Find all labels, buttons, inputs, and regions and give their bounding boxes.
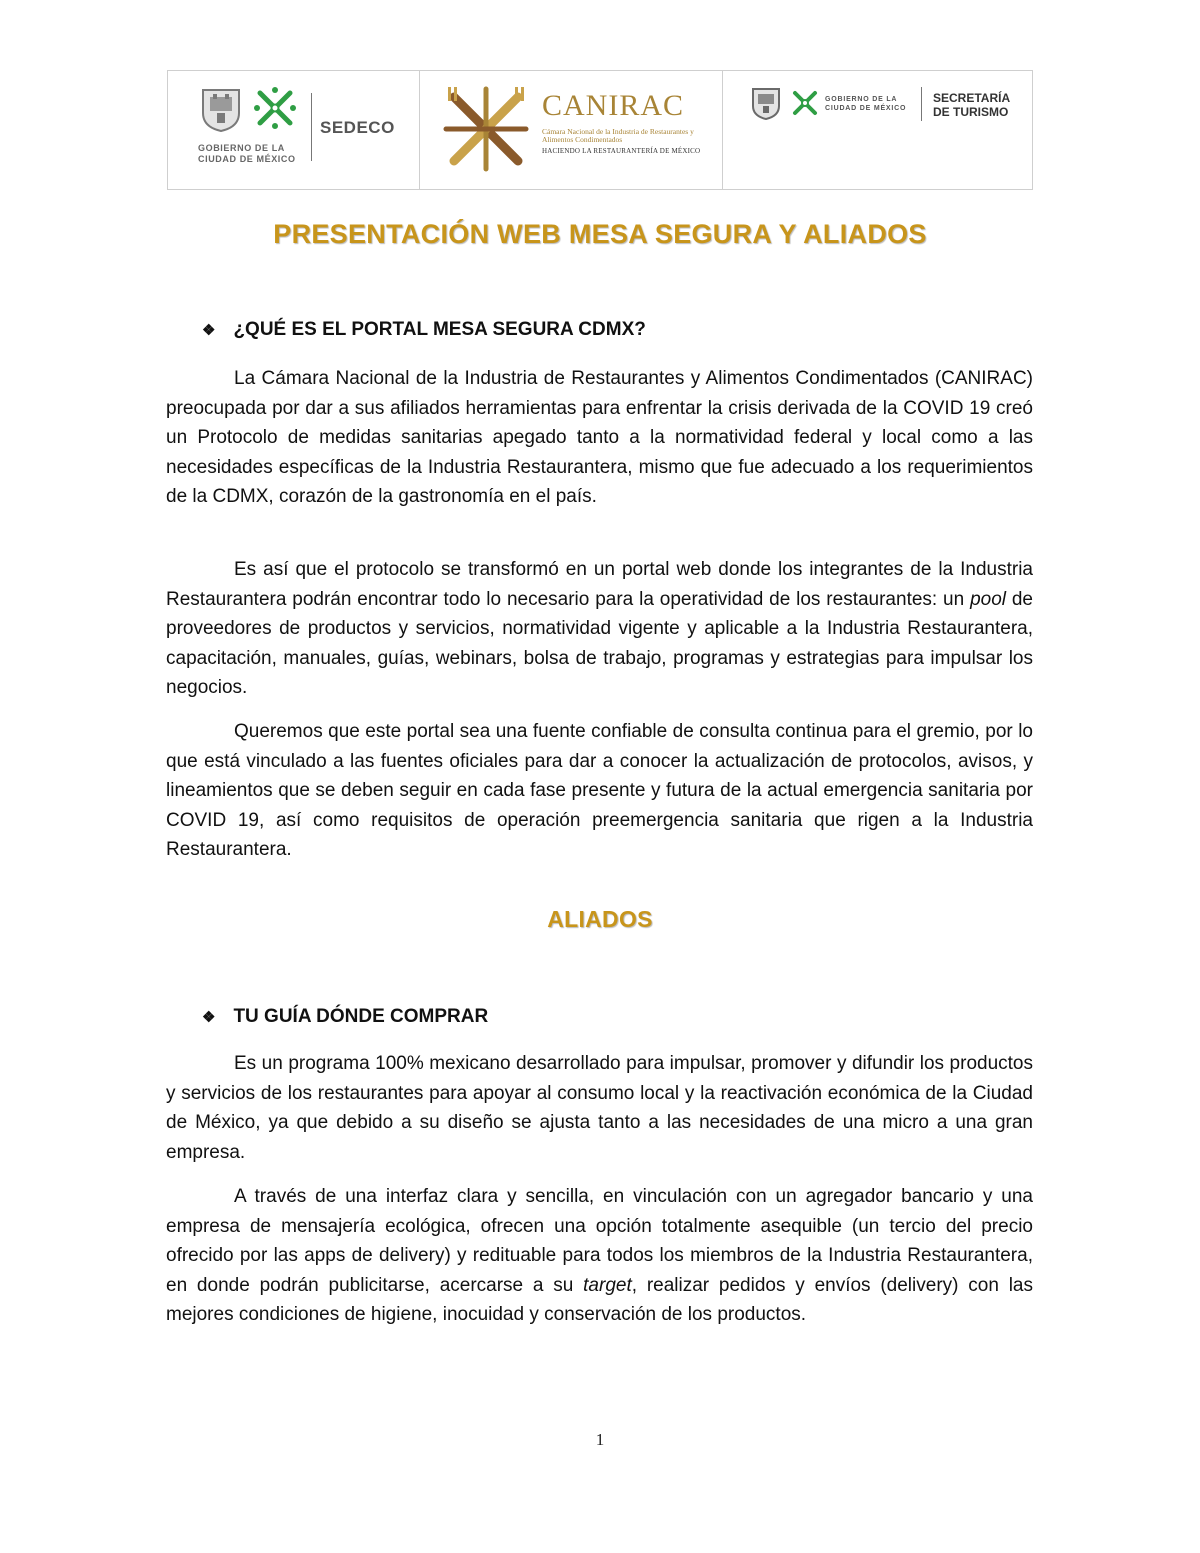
paragraph-text: , realizar pedidos y envíos (delivery) con las mejores condiciones de higiene, inocuidad y conservación de los productos. — [166, 1274, 1033, 1325]
paragraph-text: Es así que el protocolo se transformó en un portal web donde los integrantes de la Industria Restaurantera podrán encontrar todo lo necesario para la operatividad de los restaurantes: un — [166, 559, 1033, 610]
cdmx-green-emblem-icon — [789, 87, 821, 119]
logo-divider — [921, 87, 922, 121]
cdmx-coat-of-arms-icon — [751, 87, 781, 121]
section-heading-portal — [202, 319, 646, 341]
canirac-forks-emblem-icon — [440, 83, 532, 175]
paragraph: Es un programa 100% mexicano desarrollado para impulsar, promover y difundir los productos y servicios de los restaurantes para apoyar al consumo local y la reactivación económica de la Ciudad de México, ya que debido a su diseño se ajusta tanto a las necesidades de una micro a una gran empresa. — [166, 1053, 1033, 1163]
italic-term: target — [583, 1274, 632, 1296]
gov-line-2: CIUDAD DE MÉXICO — [825, 105, 907, 112]
paragraph-text: A través de una interfaz clara y sencilla, en vinculación con un agregador bancario y una empresa de mensajería ecológica, ofrecen una opción totalmente asequible (un tercio del precio ofrecido por las apps de delivery) y redituable para todos los miembros de la Industria Restaurantera, en donde podrán publicitarse, acercarse a su — [166, 1186, 1033, 1296]
logo-gobierno-sedeco — [168, 71, 420, 189]
canirac-subtitle: Cámara Nacional de la Industria de Restaurantes y Alimentos Condimentados — [542, 127, 694, 144]
allies-title: ALIADOS — [547, 906, 653, 932]
logo-gobierno-turismo — [723, 71, 1032, 189]
canirac-tagline: HACIENDO LA RESTAURANTERÍA DE MÉXICO — [542, 147, 701, 155]
paragraph — [166, 555, 1033, 703]
diamond-bullet-icon: ❖ — [202, 1009, 216, 1026]
header-logo-strip — [167, 70, 1033, 190]
cdmx-green-emblem-icon — [252, 85, 298, 131]
section-heading-text: TU GUÍA DÓNDE COMPRAR — [233, 1006, 489, 1027]
diamond-bullet-icon: ❖ — [202, 322, 216, 339]
turismo-wordmark — [933, 91, 1010, 119]
sedeco-wordmark: SEDECO — [320, 118, 395, 137]
document-title: PRESENTACIÓN WEB MESA SEGURA Y ALIADOS — [273, 219, 927, 249]
logo-canirac — [420, 71, 723, 189]
gov-line-1: GOBIERNO DE LA — [825, 96, 898, 103]
paragraph: La Cámara Nacional de la Industria de Restaurantes y Alimentos Condimentados (CANIRAC) preocupada por dar a sus afiliados herramientas para enfrentar la crisis derivada de la COVID 19 creó un Protocolo de medidas sanitarias apegado tanto a la normatividad federal y local como a las necesidades específicas de la Industria Restaurantera, mismo que fue adecuado a los requerimientos de la CDMX, corazón de la gastronomía en el país. — [166, 368, 1033, 507]
paragraph: Queremos que este portal sea una fuente confiable de consulta continua para el gremio, por lo que está vinculado a las fuentes oficiales para dar a conocer la actualización de protocolos, avisos, y lineamientos que se deben seguir en cada fase presente y futura de la actual emergencia sanitaria por COVID 19, así como requisitos de operación preemergencia sanitaria que rigen a la Industria Restaurantera. — [166, 721, 1033, 860]
canirac-wordmark: CANIRAC — [542, 89, 685, 122]
section-heading-text: ¿QUÉ ES EL PORTAL MESA SEGURA CDMX? — [233, 319, 646, 340]
cdmx-coat-of-arms-icon — [200, 87, 242, 133]
gov-line-2: CIUDAD DE MÉXICO — [198, 154, 296, 164]
logo-divider — [311, 93, 312, 161]
italic-term: pool — [970, 588, 1006, 610]
gov-line-1: GOBIERNO DE LA — [198, 143, 285, 153]
page-number: 1 — [595, 1430, 605, 1449]
section-heading-guia — [202, 1006, 488, 1028]
paragraph-text: de proveedores de productos y servicios, normatividad vigente y aplicable a la Industria Restaurantera, capacitación, manuales, guías, webinars, bolsa de trabajo, programas y estrategias para impulsar los negocios. — [166, 588, 1033, 698]
paragraph — [166, 1182, 1033, 1330]
turismo-line-1: SECRETARÍA — [933, 91, 1011, 105]
turismo-line-2: DE TURISMO — [933, 105, 1009, 119]
